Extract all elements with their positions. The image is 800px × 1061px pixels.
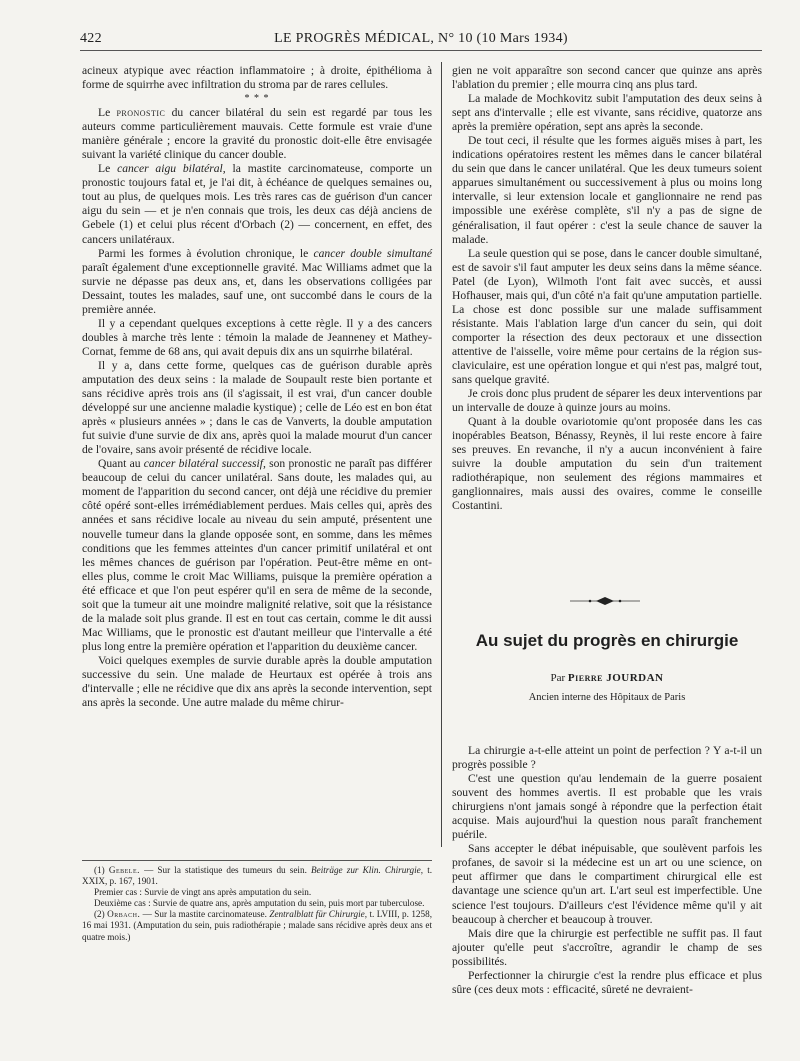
paragraph: La chirurgie a-t-elle atteint un point de perfection ? Y a-t-il un progrès possible ? <box>452 744 762 772</box>
paragraph: Quant au cancer bilatéral successif, son pronostic ne paraît pas différer beaucoup de celui du cancer unilatéral. Sans doute, les malades qui, au moment de l'apparition du second cancer, ont déjà une récidive du premier côté opéré sont-elles irrémédiablement perdues. Mais celles qui, après des années et sans récidive locale au niveau du sein amputé, présentent une nouvelle tumeur dans la glande opposée sont, en somme, dans les mêmes conditions que les femmes atteintes d'un cancer primitif unilatéral et ont les mêmes chances de guérison par l'opération. Peut-être même en ont-elles plus, comme le croit Mac Williams, puisque la première opération a été efficace et que l'on peut espérer qu'il en sera de même de la seconde, soit que la tumeur ait une moindre malignité relative, soit que la résistance de la malade soit plus grande. Il est en tout cas certain, comme le dit aussi Mac Williams, que le pronostic est d'autant meilleur que l'intervalle a été plus long entre la première opération et l'apparition du deuxième cancer. <box>82 457 432 653</box>
footnote-line: Premier cas : Survie de vingt ans après amputation du sein. <box>94 887 312 898</box>
footnotes <box>82 860 432 943</box>
author-name: Pierre JOURDAN <box>567 672 664 684</box>
italic-term: cancer aigu bilatéral, <box>117 162 226 176</box>
paragraph: Le cancer aigu bilatéral, la mastite carcinomateuse, comporte un pronostic toujours fatal et, je l'ai dit, à échéance de quelques semaines ou, tout au plus, de quelques mois. Les très rares cas de guérison d'un cancer aigu du sein — et je n'en connais que trois, les deux cas déjà anciens de Gebele (1) et celui plus récent d'Orbach (2) — concernent, en effet, des cancers unilatéraux. <box>82 162 432 246</box>
paragraph: C'est une question qu'au lendemain de la guerre posaient souvent des hommes avertis. Il est probable que les vrais chirurgiens n'ont jamais songé à répondre que la perfection était acquise. Mais aujourd'hui la question nous paraît franchement puérile. <box>452 772 762 842</box>
column-divider <box>441 62 442 847</box>
paragraph: acineux atypique avec réaction inflammatoire ; à droite, épithélioma à forme de squirrhe avec infiltration du stroma par de rares cellules. <box>82 64 432 92</box>
journal-title: LE PROGRÈS MÉDICAL, N° 10 (10 Mars 1934) <box>274 31 568 46</box>
left-column <box>82 64 432 710</box>
footnote: (1) Gebele. — Sur la statistique des tumeurs du sein. Beiträge zur Klin. Chirurgie, t. XXIX, p. 167, 1901. <box>82 865 433 887</box>
paragraph: La malade de Mochkovitz subit l'amputation des deux seins à sept ans d'intervalle ; elle est vivante, sans récidive, quatorze ans après la première opération, sept ans après la seconde. <box>452 92 762 134</box>
footnote: (2) Orbach. — Sur la mastite carcinomateuse. Zentralblatt für Chirurgie, t. LVIII, p. 1258, 16 mai 1931. (Amputation du sein, puis radiothérapie ; malade sans récidive après deux ans et quatre mois.) <box>82 909 432 942</box>
footnote-line: Deuxième cas : Survie de quatre ans, après amputation du sein, puis mort par tuberculose. <box>94 898 425 909</box>
running-header <box>80 30 762 51</box>
small-caps-term: pronostic <box>116 106 166 120</box>
paragraph: gien ne voit apparaître son second cancer que quinze ans après l'ablation du premier ; elle mourra cinq ans plus tard. <box>452 64 762 92</box>
italic-term: cancer bilatéral successif, <box>143 457 266 471</box>
section-separator: * * * <box>244 93 270 105</box>
italic-term: cancer double simultané <box>313 246 432 260</box>
author-affiliation: Ancien interne des Hôpitaux de Paris <box>528 692 686 703</box>
paragraph: Mais dire que la chirurgie est perfectible ne suffit pas. Il faut ajouter qu'elle peut s'accroître, agrandir le champ de ses possibilités. <box>452 926 762 968</box>
paragraph: De tout ceci, il résulte que les formes aiguës mises à part, les indications opératoires restent les mêmes dans le cancer bilatéral du sein que dans le cancer unilatéral. Que les deux tumeurs soient apparues simultanément ou successivement à plus ou moins long intervalle, si leur extension locale et ganglionnaire ne rend pas impossible une exérèse complète, s'il n'y a pas de signe de généralisation, il faut opérer : c'est la seule chance de sauver la malade. <box>452 134 762 246</box>
right-column <box>452 64 762 514</box>
paragraph: Le pronostic du cancer bilatéral du sein est regardé par tous les auteurs comme particulièrement mauvais. Cette formule est vraie d'une manière générale ; encore la gravité du pronostic doit-elle être envisagée suivant la variété clinique du cancer double. <box>82 106 433 162</box>
paragraph: Quant à la double ovariotomie qu'ont proposée dans les cas inopérables Beatson, Bénassy, Reynès, il lui reste encore à faire ses preuves. En revanche, il n'y a aucun inconvénient à faire suivre la double amputation du sein d'un traitement radiothérapique, non seulement des régions mammaires et ganglionnaires, mais aussi des ovaires, comme le conseille Costantini. <box>452 415 762 513</box>
ornament-divider <box>570 596 640 606</box>
paragraph: Voici quelques exemples de survie durable après la double amputation successive du sein. Une malade de Heurtaux est opérée à trois ans d'intervalle ; elle ne récidive que dix ans après la seconde intervention, sept ans après la seconde. Une autre malade du même chirur- <box>82 653 432 710</box>
article-body <box>452 744 762 997</box>
paragraph: Perfectionner la chirurgie c'est la rendre plus efficace et plus sûre (ces deux mots : efficacité, sûreté ne devraient- <box>452 968 762 996</box>
page-number: 422 <box>80 31 102 46</box>
paragraph: Parmi les formes à évolution chronique, le cancer double simultané paraît également d'une exceptionnelle gravité. Mac Williams admet que la survie ne dépasse pas deux ans, et, dans les observations colligées par Dessaint, toutes les malades, sauf une, ont succombé dans le cours de la première année. <box>82 246 432 316</box>
article-title: Au sujet du progrès en chirurgie <box>475 631 739 650</box>
paragraph: Sans accepter le débat inépuisable, que soulèvent parfois les profanes, de savoir si la médecine est un art ou une science, on peut affirmer que dans le compartiment chirurgical elle est davantage une science qu'un art. L'art seul est imperfectible. Une science l'est toujours. D'ailleurs c'est l'évidence même qu'il y ait beaucoup à chercher et beaucoup à trouver. <box>452 842 762 926</box>
paragraph: La seule question qui se pose, dans le cancer double simultané, est de savoir s'il faut amputer les deux seins dans la même séance. Patel (de Lyon), Wilmoth l'ont fait avec succès, et aussi Hofhauser, mais qui, d'un côté n'a fait qu'une amputation partielle. La chose est donc possible sur une malade suffisamment résistante. Mais l'ablation large d'un cancer du sein, qui doit comporter la résection des deux pectoraux et une dissection attentive de l'aisselle, voire même pour certains de la région sus-claviculaire, est une opération longue et qui n'est pas, malgré tout, sans quelque gravité. <box>452 246 762 387</box>
paragraph: Il y a cependant quelques exceptions à cette règle. Il y a des cancers doubles à marche très lente : témoin la malade de Jeanneney et Mathey-Cornat, femme de 68 ans, qui avait depuis dix ans un squirrhe bilatéral. <box>82 316 432 358</box>
paragraph: Il y a, dans cette forme, quelques cas de guérison durable après amputation des deux seins : la malade de Soupault reste bien portante et sans récidive après trois ans (il s'agissait, il est vrai, d'un cancer double développé sur une ancienne maladie kystique) ; celle de Léo est en bon état après « plusieurs années » ; dans le cas de Vanverts, la double amputation fut suivie d'une survie de dix ans, après quoi la malade mourut d'un cancer de l'ovaire, sans avoir présenté de récidive locale. <box>82 358 432 457</box>
paragraph: Je crois donc plus prudent de séparer les deux interventions par un intervalle de douze à quinze jours au moins. <box>452 387 762 415</box>
article-author: Par Pierre JOURDAN <box>550 672 664 684</box>
